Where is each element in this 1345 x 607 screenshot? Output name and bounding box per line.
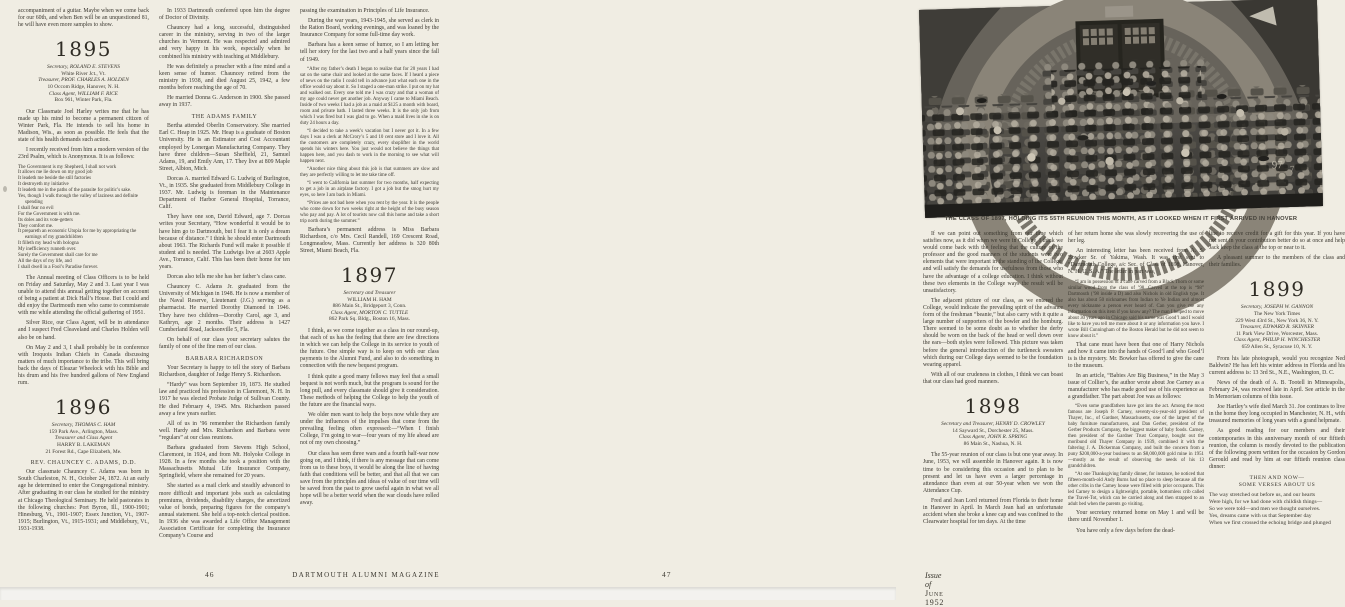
page-edge-smudge [3,186,7,192]
subhead-rev-adams: REV. CHAUNCEY C. ADAMS, D.D. [30,460,137,467]
class-1898-officers [923,421,1063,447]
poem-line: So we were told—and men we thought ourselves. [1209,505,1321,512]
quote-paragraph: “At one Thanksgiving family dinner, for instance, he noticed that fifteen-month-old Andy Burns had no place to sleep because all the other cribs in the Carney house were filled with prior occupants. This led Carney to design a lightweight, portable, bottomless crib called the Travel-Tot, which can be carried along and then strapped to an adult bed when the parents go visiting. [1068,472,1204,508]
subhead-barbara-richardson: BARBARA RICHARDSON [185,356,264,363]
class-of-1897-photo [919,0,1323,218]
letter-paragraph: “After my father’s death I began to realize that for 20 years I had sat on the same chair and looked at the same faces. If I heard a piece of news on the radio I could tell in advance just what each one in the office would say about it. So I staged a one-man strike. I put on my hat and walked out. Every one told me I was crazy and that a woman of my age could never get another job. Anyway I came to Miami Beach. Inside of two weeks I had a job as a maid at $125 a month with board, room and private bath. I lasted three weeks. It is the only job from which I was fired but I was glad to go. When a maid lives in she is on duty 24 hours a day. [300,66,439,126]
class-1897-officers [300,290,439,323]
body-paragraph: If we can point out something from our time which satisfies now, as it did when we were in College, I think we would come back with the feeling that the culture of the professor and the good manners of the students were two elements that were important in the standing of the College, and will satisfy the demands for usefulness from those who have the advantage of a college education. I think without these two elements in the College ways the result will be unsatisfactory. [923,231,1063,294]
column-1 [18,8,149,580]
body-paragraph: Your secretary returned home on May 1 and will be there until November 1. [1068,510,1204,524]
officer-line: 862 Park Sq. Bldg., Boston 16, Mass. [328,316,411,323]
body-paragraph: We older men want to help the boys now while they are under the influences of the impulses that come from the prevailing feeling often expressed:—“When I finish College, I’m going to war—four years of my life ahead are not of my own choosing.” [300,412,439,447]
body-paragraph: Barbara’s permanent address is Miss Barbara Richardson, c/o Mrs. Cecil Randell, 169 Crescent Road, Longmeadow, Mass. Currently her address is 320 80th Street, Miami Beach, Fla. [300,226,439,254]
body-paragraph: Bertha attended Oberlin Conservatory. She married Earl C. Heap in 1925. Mr. Heap is a graduate of Boston University. He is an Estimator and Cost Accountant employed by Lonergan Manufacturing Company. They have three children—Susan Sheffield, 21, Samuel Adams, 19, and Emily Ann, 17. They live at 809 Maple Street, Albion, Mich. [159,123,290,172]
officer-line: Secretary and Treasurer, HENRY D. CROWLEY [941,420,1045,427]
poem-line: It destroyeth my initiative [18,182,69,188]
body-paragraph: Barbara graduated from Stevens High School, Claremont, in 1924, and from Mt. Holyoke College in 1928. In a few months she took a position with the Massachusetts Mutual Life Insurance Company, Springfield, where she remained for 20 years. [159,444,290,480]
class-1896-heading: 1896 [55,395,112,420]
body-paragraph: With all of our crudeness in clothes, I think we can boast that our class had good manners. [923,371,1063,385]
poem-line: It prepareth an economic Utopia for me by appropriating the earnings of my grandchildren [18,229,137,241]
colliers-article-excerpt [1068,404,1204,508]
officer-line: Class Agent, PHILIP H. WINCHESTER [1233,337,1321,344]
page-number-left: 46 [205,570,215,579]
poem-line: I shall dwell in a Fool’s Paradise forever. [18,264,99,270]
column-2 [159,8,290,580]
body-paragraph: In an article, “Babies Are Big Business,” in the May 3 issue of Collier’s, the author wrote about Joe Carney as a manufacturer who has made good use of his experience as a grandfather. The part about Joe was as follows: [1068,372,1204,401]
poem-line: All the days of my life, and [18,259,72,264]
body-paragraph: I think quite a good many fellows may feel that a small bequest is not worth much, but the program is sound for the long pull, and every classmate should give it consideration. These methods of helping the College to help the youth of the future are the financial ways. [300,373,439,408]
column-3 [300,8,439,580]
poem-line: Surely the Government shall care for me [18,253,98,259]
column-4 [923,231,1063,567]
barbara-letter-excerpt [300,67,439,225]
class-1899-officers [1209,304,1345,350]
body-paragraph: On behalf of our class your secretary salutes the family of one of the fine men of our class. [159,336,290,350]
body-paragraph: He was definitely a preacher with a fine mind and a keen sense of humor. Chauncey retired from the ministry in 1938, and died August 25, 1942, a few months before reaching the age of 70. [159,63,290,91]
body-paragraph: Your Secretary is happy to tell the story of Barbara Richardson, daughter of Judge Henry S. Richardson. [159,365,290,379]
body-paragraph: News of the death of A. B. Tootell in Minneapolis, February 24, was received late in April. See article in the In Memoriam columns of this issue. [1209,379,1345,401]
body-paragraph: A pleasant summer to the members of the class and their families. [1209,255,1345,269]
class-1898-heading: 1898 [964,393,1022,418]
body-paragraph: As good reading for our members and their contemporaries in this anniversary month of our fiftieth reunion, the column is mostly devoted to the publication of the following poem written for the occasion by Gordon Gerould and read by him at our fiftieth reunion class dinner: [1209,428,1345,470]
body-paragraph: passing the examination in Principles of Life Insurance. [300,8,430,14]
letter-paragraph: “I am in possession of a cane carved from a Black Thorn or some similar wood from the class of ’98. Carved at the top is “98” Dartmouth (’98 inside a D) and also Nichols in old English type. It also has about 50 nicknames from Indian to Ye Indian and almost every nickname a person ever heard of. Can you give me any information on this item if you know any? The man I helped to move about 30 years ago in Chicago said his name was Good’l and I would like to have you tell me more about it or any information you have. I wrote Bill Cunningham of the Boston Herald but he did not seem to know about it.” [1068,279,1204,339]
body-paragraph: She started as a mail clerk and steadily advanced to more difficult and important jobs such as calculating premiums, dividends, disability charges, the amortized value of bonds, preparing figures for the company’s annual statement. She held a top-notch clerical position. In 1936 she was awarded a Life Office Management Association Certificate for completing the Insurance Company’s Course and [159,483,290,540]
column-5 [1068,231,1204,567]
page-bottom-edge [0,587,896,600]
officer-line: Secretary, ROLAND E. STEVENS [46,64,120,71]
body-paragraph: Fred and Jean Lord returned from Florida to their home in Hanover in April. In March Jean had an unfortunate accident when she broke a knee cap and was confined to the Clearwater hospital for ten days. At the time [923,497,1063,526]
svg-text:7: 7 [1289,163,1295,174]
body-paragraph: of her return home she was slowly recovering the use of her leg. [1068,231,1204,245]
officer-line: 229 West 43rd St., New York 36, N. Y. [1235,317,1319,324]
poem-title-line1: THEN AND NOW— [1249,475,1305,482]
body-paragraph: In 1933 Dartmouth conferred upon him the degree of Doctor of Divinity. [159,8,290,22]
body-paragraph: They have one son, David Edward, age 7. Dorcas writes your Secretary, “How wonderful it would be to have him go to Dartmouth, but I fear it is only a dream because of distance.” I think he should enter Dartmouth about 1963. The Richards Fund will make it possible if student aid is needed. The Ludwigs live at 2603 Apple Ave., Torrance, Calif. This has been their home for ten years. [159,214,290,270]
poem-line: Yes, dreams came with us that September day [1209,512,1312,519]
reunion-verses [1209,492,1345,527]
poem-title-line2: SOME VERSES ABOUT US [1238,482,1316,489]
page-right [455,0,1345,607]
column-6 [1209,231,1345,567]
officer-line: Treasurer and Class Agent [54,435,113,442]
subhead-adams-family: THE ADAMS FAMILY [191,114,258,121]
body-paragraph: An interesting letter has been received from A. S. Bowker Sr. of Yakima, Wash. It was first sent to “Dartmouth College, a/c Sec. of Class of 1898, Hanover, N. H. U. S. A.” The letter in part was, [1068,248,1204,276]
body-paragraph: Chauncey had a long, successful, distinguished career in the ministry, serving in two of the larger churches in Vermont. He was respected and admired and very happy in his work, especially when he combined his ministry with teaching at Middlebury. [159,25,290,60]
body-paragraph: accompaniment of a guitar. Maybe when we come back for our 60th, and when Ben will be an unquestioned 81, he will have even more samples to show. [18,8,149,29]
issue-prefix: Issue of [925,571,942,589]
poem-line: It filleth my head with bologna [18,241,79,247]
page-number-right: 47 [662,570,672,579]
body-paragraph: That cane must have been that one of Harry Nichols and how it came into the hands of Good’l and who Good’l is is the mystery. Mr. Bowker has offered to give the cane to the museum. [1068,341,1204,369]
poem-line: For the Government is with me. [18,211,81,217]
officer-line: 21 Forest Rd., Cape Elizabeth, Me. [45,448,122,455]
class-1896-officers [18,422,149,455]
officer-line: Box 961, Winter Park, Fla. [54,97,113,104]
body-paragraph: He married Donna G. Anderson in 1900. She passed away in 1937. [159,95,290,109]
issue-date-footer [925,571,944,607]
body-paragraph: The 55-year reunion of our class is but one year away. In June, 1953, we will assemble in Hanover again. It is now time to be considering this occasion and to plan to be present and let us have even a larger percentage in attendance than even at our 50-year when we won the Attendance Cup. [923,452,1063,494]
body-paragraph: You have only a few days before the dead- [1076,527,1175,534]
body-paragraph: On May 2 and 3, I shall probably be in conference with Iroquois Indian Chiefs in Canada discussing matters of much importance to the tribe. This will bring back the days of Eleazar Wheelock with his Bible and his drum and his five hundred gallons of New England rum. [18,344,149,387]
officer-line: Secretary, JOSEPH W. GANNON [1240,304,1314,311]
class-1895-officers [18,64,149,104]
officer-line: Class Agent, JOHN R. SPRING [958,434,1028,441]
body-paragraph: Silver Rice, our Class Agent, will be in attendance and I suspect Fred Cleaveland and Charles Holden will also be on hand. [18,320,149,341]
officer-line: 14 Sayward St., Dorchester 25, Mass. [952,427,1034,434]
officer-line: WILLIAM H. HAM [347,296,392,303]
poem-line: It leadeth me in the paths of the parasite for politic’s sake. [18,188,132,194]
body-paragraph: Our Classmate Joel Harley writes me that he has made up his mind to become a permanent citizen of Winter Park, Fla. He intends to sell his home in Madison, Wis., as soon as possible. He feels that the state of his health demands such action. [18,108,149,144]
class-1897-heading: 1897 [341,263,398,288]
letter-paragraph: “Prices are not bad here when you rent by the year. It is the people who come down for two weeks right at the height of the busy season who pay and pay. A lot of tourists now call this home and take a short trip north during the summer.” [300,200,439,224]
letter-paragraph: “Another nice thing about this job is that summers are slow and they are perfectly willing to let me take time off. [300,166,439,178]
poem-line: My inefficiency runneth over. [18,247,77,253]
class-1899-heading: 1899 [1248,277,1306,302]
poem-line: The way stretched out before us, and our hearts [1209,492,1316,499]
poem-line: It allows me lie down on my good job [18,170,93,176]
officer-line: Secretary and Treasurer [343,290,396,297]
letter-paragraph: “I decided to take a week’s vacation but I never got it. In a few days I was a clerk at McCrory’s 5 and 10 cent store and I love it. All the customers are completely crazy, every shoplifter in the world spends his winters here. You just would not believe the things that happen here, and you dash to work in the morning to see what will happen next. [300,128,439,164]
body-paragraph: line to receive credit for a gift for this year. If you have not sent in your contribution better do so at once and help Jack keep the class at the top or near to it. [1209,231,1345,252]
officer-line: Class Agent, WILLIAM F. RICE [49,90,118,97]
body-paragraph: I think, as we come together as a class in our round-up, that each of us has the feeling that there are few directions in which we can help the College in its service to youth of the future. One simple way is to keep on with our class payments to the Alumni Fund, and also to do something in connection with the new bequest program. [300,328,439,370]
body-paragraph: From his late photograph, would you recognize Ned Baldwin? He has left his winter address in Florida and his current address is: 13 3rd St., N.E., Washington, D. C. [1209,355,1345,376]
officer-line: Secretary, THOMAS C. HAM [51,422,116,429]
poem-line: Its doles and its vote-getters [18,217,73,223]
body-paragraph: All of us in ’96 remember the Richardson family well. Hardy and Mrs. Richardson and Barbara were “regulars” at our class reunions. [159,420,290,441]
poem-line: It leadeth me beside the still factories [18,176,92,182]
letter-paragraph: “I went to California last summer for two months, half expecting to get a job in an airplane factory. I got a job but the smog hurt my eyes, so here I am back in Miami. [300,180,439,198]
officer-line: Treasurer, EDWARD R. SKINNER [1240,324,1314,331]
class-1895-heading: 1895 [55,37,112,62]
body-paragraph: During the war years, 1943-1945, she served as clerk in the Ration Board, working evenings, and was loaned by the Insurance Company for some full-time day work. [300,18,439,39]
page-left [0,0,455,600]
officer-line: Class Agent, MORTON C. TUTTLE [330,309,409,316]
poem-line: I shall fear no evil [18,205,54,211]
body-paragraph: Dorcas A. married Edward G. Ludwig of Burlington, Vt., in 1935. She graduated from Middlebury College in 1937. Mr. Ludwig is foreman in the Maintenance Department of Harbor General Hospital, Torrance, Calif. [159,175,290,211]
poem-line: When we first crossed the echoing bridge and plunged [1209,519,1331,526]
body-paragraph: The adjacent picture of our class, as we entered the College, would indicate the prevailing spirit of the advance form of the freshman “beanie,” but also carry with it quite a large number of supporters of the bowler and the homburg. There seemed to be some doubt as to whether the derby should be worn on the back of the head or well down over the ears—both styles were followed. This picture was taken before the general introduction of the turtleneck sweaters which during our College days seemed to be the foundation wearing apparel. [923,297,1063,368]
body-paragraph: The Annual meeting of Class Officers is to be held on Friday and Saturday, May 2 and 3. Last year I was unable to attend this annual getting together on account of being a patient at Dick Hall’s House. But I could and did enjoy the Dartmouth men who came to commiserate with me while attending the official gathering of 1951. [18,274,149,317]
poem-line: Were high, for we had done with childish things— [1209,498,1323,505]
issue-date: June 1952 [925,589,945,607]
body-paragraph: Dorcas also tells me she has her father’s class cane. [167,274,287,281]
body-paragraph: Joe Hartley’s wife died March 31. Joe continues to live in the home they long occupied in Manchester, N. H., with treasured memories of long years with a grand helpmate. [1209,404,1345,425]
officer-line: 86 Main St., Nashua, N. H. [963,440,1023,447]
officer-line: 659 Allen St., Syracuse 10, N. Y. [1241,344,1313,351]
magazine-title-footer: DARTMOUTH ALUMNI MAGAZINE [292,571,440,579]
poem-line: Yes, though I walk through the valley of laziness and definite spending [18,194,138,205]
body-paragraph: Our classmate Chauncey C. Adams was born in South Charleston, N. H., October 24, 1872. At an early age he determined to enter the Congregational ministry. After graduating in our class he studied for the ministry at Chicago Theological Seminary. He held pastorates in the following churches: Port Byron, Ill., 1900-1901; Hinesburg, Vt., 1901-1907; Essex Junction, Vt., 1907-1915; Burlington, Vt., 1915-1931; and Middlebury, Vt., 1931-1938. [18,469,149,532]
officer-line: HARRY B. LAKEMAN [57,442,110,448]
officer-line: 159 Park Ave., Arlington, Mass. [48,428,119,435]
officer-line: 886 Main St., Bridgeport 3, Conn. [332,303,407,310]
poem-line: The Government is my Shepherd, I shall not work [18,164,117,170]
officer-line: White River Jct., Vt. [61,70,106,77]
photo-caption: THE CLASS OF 1897, HOLDING ITS 55TH REUNION THIS MONTH, AS IT LOOKED WHEN IT FIRST ARRIVED IN HANOVER [944,216,1298,222]
officer-line: Treasurer, PROF. CHARLES A. HOLDEN [38,77,129,84]
body-paragraph: I recently received from him a modern version of the 23rd Psalm, which is Anonymous. It is as follows: [18,147,149,161]
poem-line: They comfort me. [18,223,54,229]
officer-line: 10 Occom Ridge, Hanover, N. H. [47,84,120,91]
quote-paragraph: “Even some grandfathers have got into the act. Among the most famous are Joseph P. Carney, seventy-six-year-old president of Thayer, Inc., of Gardner, Massachusetts, one of the largest of the baby furniture manufacturers, and Dan Gerber, president of the Gerber Products Company, the biggest maker of baby foods. Carney, then president of the Gardner Trust Company, bought out the moribund old Thayer Company in 1939, combined it with the faltering J. A. Dickerman Company, and built the concern from a puny $200,000-a-year business to an $8,000,000 gold mine in 1951—mostly as the result of observing the needs of his 13 grandchildren. [1068,404,1204,470]
svg-text:97: 97 [1271,159,1283,172]
psalm-parody-poem [18,165,149,271]
body-paragraph: Chauncey C. Adams Jr. graduated from the University of Michigan in 1948. He is now a member of the Naval Reserve, Lieutenant (J.G.) serving as a pharmacist. He married Dorothy Diamond in 1946. They have two children—Dorothy Carol, age 3, and Kathryn, age 2 months. Their address is 1427 Cumberland Road, Jacksonville 5, Fla. [159,284,290,333]
body-paragraph: Barbara has a keen sense of humor, so I am letting her tell her story for the last two and a half years since the fall of 1949. [300,42,439,63]
body-paragraph: Our class has seen three wars and a fourth half-war now going on, and I think, if there is any message that can come from us to these boys, it would be along the line of having faith that conditions will be better, and that all that we can save from the principles and ideas of value of our time will be saved from the past to grow useful again in what we all hope will be a better world when the war clouds have rolled away. [300,450,439,507]
class-photo-illustration [919,0,1323,218]
bowker-letter-excerpt [1068,280,1204,340]
body-paragraph: “Hardy” was born September 19, 1873. He studied law and practiced his profession in Claremont, N. H. In 1917 he was elected Probate Judge of Sullivan County. He died February 4, 1945. Mrs. Richardson passed away a few years earlier. [159,382,290,417]
officer-line: The New York Times [1253,311,1301,318]
officer-line: 11 Park View Drive, Worcester, Mass. [1235,330,1319,337]
